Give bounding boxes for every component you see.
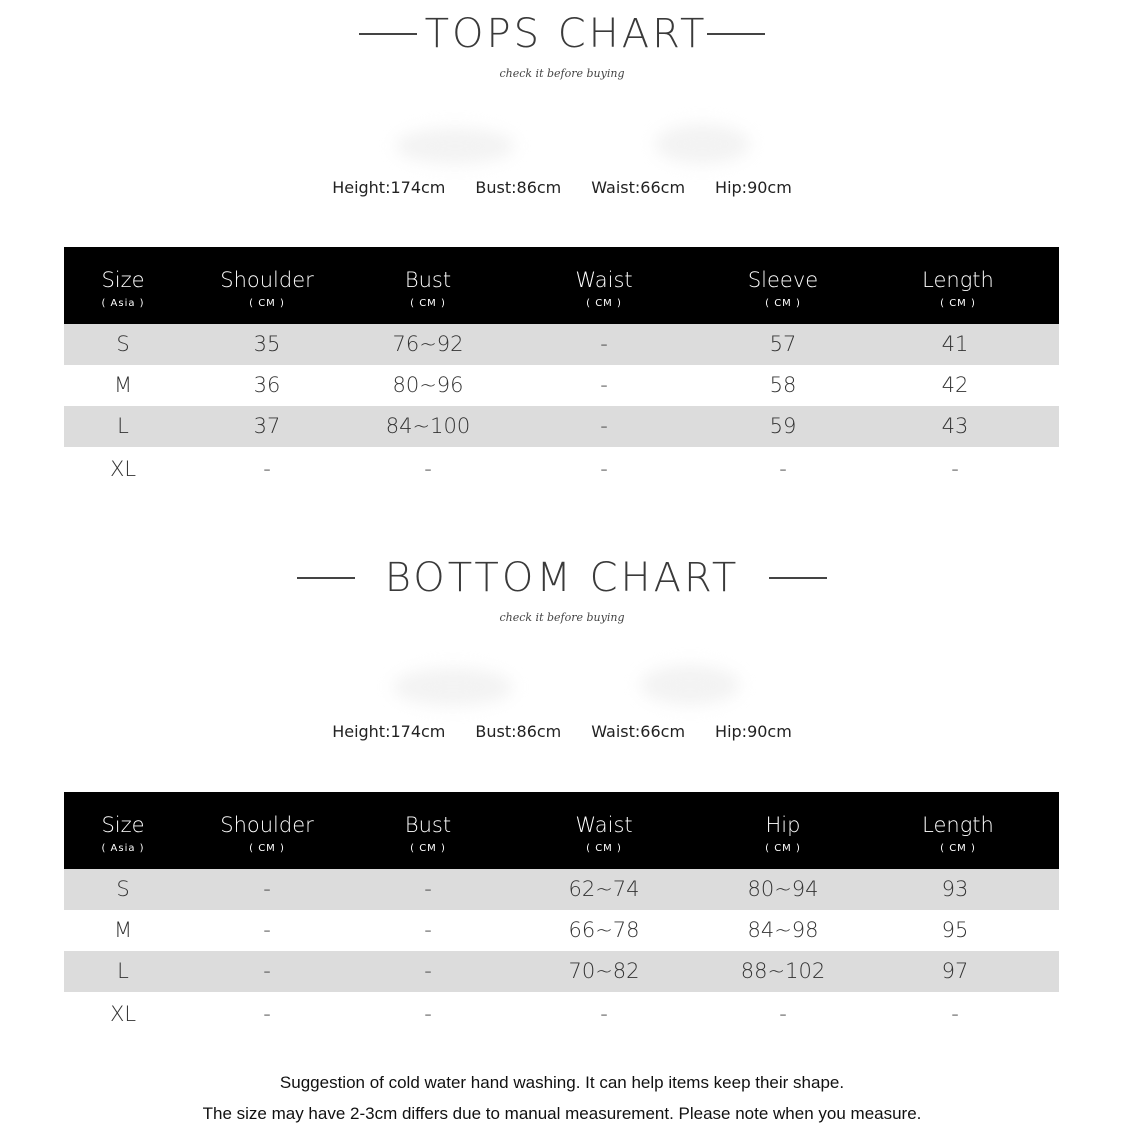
cell-length: 43 <box>941 414 969 438</box>
tops-model-measurements <box>0 178 1124 197</box>
cell-hip: - <box>779 1002 787 1026</box>
table-row <box>64 992 1059 1036</box>
header-shoulder: Shoulder ( CM ) <box>220 268 314 309</box>
care-note: Suggestion of cold water hand washing. It can help items keep their shape. <box>279 1073 845 1092</box>
cell-length: 93 <box>941 877 969 901</box>
cell-size: L <box>117 414 129 438</box>
cell-shoulder: 37 <box>253 414 281 438</box>
title-rule-right <box>707 33 765 35</box>
header-length: Length ( CM ) <box>922 813 994 854</box>
header-shoulder: Shoulder ( CM ) <box>220 813 314 854</box>
title-rule-left <box>297 577 355 579</box>
cell-size: S <box>116 877 130 901</box>
model-bust: Bust:86cm <box>475 178 562 197</box>
cell-size: M <box>113 373 133 397</box>
title-rule-right <box>769 577 827 579</box>
cell-size: S <box>116 332 130 356</box>
cell-sleeve: 57 <box>769 332 797 356</box>
table-row <box>64 910 1059 951</box>
faint-photo-smudge <box>393 668 513 706</box>
header-waist: Waist ( CM ) <box>575 813 633 854</box>
table-header <box>64 247 1059 324</box>
header-size: Size ( Asia ) <box>101 268 145 309</box>
cell-waist: - <box>600 332 608 356</box>
cell-sleeve: 59 <box>769 414 797 438</box>
table-row <box>64 951 1059 992</box>
cell-size: L <box>117 959 129 983</box>
cell-waist: 62~74 <box>568 877 640 901</box>
model-bust: Bust:86cm <box>475 722 562 741</box>
cell-hip: 88~102 <box>740 959 826 983</box>
cell-bust: - <box>424 1002 432 1026</box>
cell-shoulder: - <box>263 457 271 481</box>
cell-bust: - <box>424 457 432 481</box>
cell-length: 42 <box>941 373 969 397</box>
model-height: Height:174cm <box>332 178 446 197</box>
cell-shoulder: 35 <box>253 332 281 356</box>
cell-bust: - <box>424 877 432 901</box>
bottom-title-row <box>0 554 1124 602</box>
tops-size-table <box>64 247 1059 491</box>
faint-photo-smudge <box>655 124 750 164</box>
header-waist: Waist ( CM ) <box>575 268 633 309</box>
cell-waist: - <box>600 1002 608 1026</box>
faint-photo-smudge <box>395 128 515 164</box>
header-bust: Bust ( CM ) <box>404 813 452 854</box>
table-row <box>64 447 1059 491</box>
model-height: Height:174cm <box>332 722 446 741</box>
cell-length: 95 <box>941 918 969 942</box>
cell-shoulder: - <box>263 959 271 983</box>
table-row <box>64 365 1059 406</box>
cell-shoulder: 36 <box>253 373 281 397</box>
title-rule-left <box>359 33 417 35</box>
model-waist: Waist:66cm <box>591 722 686 741</box>
cell-size: M <box>113 918 133 942</box>
cell-bust: 84~100 <box>385 414 471 438</box>
header-sleeve: Sleeve ( CM ) <box>747 268 819 309</box>
cell-shoulder: - <box>263 1002 271 1026</box>
bottom-size-table <box>64 792 1059 1036</box>
model-waist: Waist:66cm <box>591 178 686 197</box>
cell-waist: - <box>600 457 608 481</box>
cell-bust: - <box>424 918 432 942</box>
cell-length: - <box>951 457 959 481</box>
cell-sleeve: 58 <box>769 373 797 397</box>
cell-bust: - <box>424 959 432 983</box>
table-row <box>64 324 1059 365</box>
cell-hip: 84~98 <box>747 918 819 942</box>
header-length: Length ( CM ) <box>922 268 994 309</box>
tops-title-row <box>0 10 1124 58</box>
cell-sleeve: - <box>779 457 787 481</box>
cell-length: 41 <box>941 332 969 356</box>
header-size: Size ( Asia ) <box>101 813 145 854</box>
cell-shoulder: - <box>263 918 271 942</box>
table-row <box>64 869 1059 910</box>
model-hip: Hip:90cm <box>715 178 792 197</box>
cell-bust: 80~96 <box>392 373 464 397</box>
cell-length: - <box>951 1002 959 1026</box>
cell-size: XL <box>109 457 137 481</box>
cell-shoulder: - <box>263 877 271 901</box>
measurement-note: The size may have 2-3cm differs due to manual measurement. Please note when you measure. <box>202 1104 922 1123</box>
header-hip: Hip ( CM ) <box>765 813 801 854</box>
cell-waist: 66~78 <box>568 918 640 942</box>
model-hip: Hip:90cm <box>715 722 792 741</box>
cell-length: 97 <box>941 959 969 983</box>
table-header <box>64 792 1059 869</box>
tops-chart-title: TOPS CHART <box>424 11 708 57</box>
cell-waist: 70~82 <box>568 959 640 983</box>
cell-size: XL <box>109 1002 137 1026</box>
bottom-model-measurements <box>0 722 1124 741</box>
cell-bust: 76~92 <box>392 332 464 356</box>
bottom-chart-title: BOTTOM CHART <box>384 555 740 601</box>
cell-hip: 80~94 <box>747 877 819 901</box>
header-bust: Bust ( CM ) <box>404 268 452 309</box>
cell-waist: - <box>600 373 608 397</box>
bottom-subtitle: check it before buying <box>499 611 625 624</box>
cell-waist: - <box>600 414 608 438</box>
table-row <box>64 406 1059 447</box>
tops-subtitle: check it before buying <box>499 67 625 80</box>
faint-photo-smudge <box>640 665 740 705</box>
